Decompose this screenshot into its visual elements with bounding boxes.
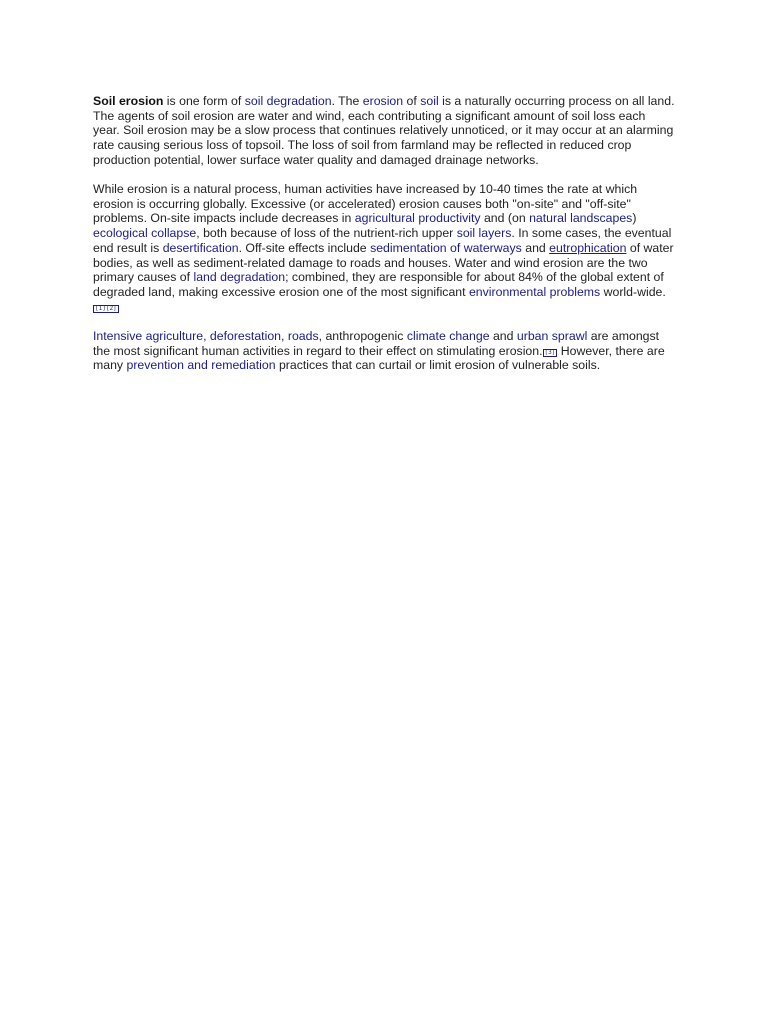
text-run: , anthropogenic — [318, 328, 407, 343]
text-run: is one form of — [163, 94, 245, 108]
link-intensive-agriculture[interactable]: Intensive agriculture — [93, 328, 204, 343]
link-climate-change[interactable]: climate change — [406, 328, 490, 343]
link-soil-degradation[interactable]: soil degradation — [244, 94, 332, 108]
link-urban-sprawl[interactable]: urban sprawl — [516, 328, 588, 343]
text-run: world-wide. — [600, 284, 666, 299]
text-run: is a naturally occurring process on all land. The agents of soil erosion are water and wind, each contributing a significant amount of soil loss each year. Soil erosion may be a slow process that continues relatively unnoticed, or it may occur at an alarming rate causing serious loss of topsoil. The loss of soil from farmland may be reflected in reduced crop production potential, lower surface water quality and damaged drainage networks. — [93, 94, 675, 167]
text-run: ; combined, they are responsible for about 84% of the global extent of degraded land, making excessive erosion one of the most significant — [93, 270, 664, 299]
citation-ref[interactable]: [1][2] — [95, 304, 117, 312]
text-run: and — [521, 240, 550, 255]
link-agricultural-productivity[interactable]: agricultural productivity — [354, 211, 481, 226]
text-run: and (on — [480, 211, 530, 226]
text-run: , both because of loss of the nutrient-rich upper — [196, 226, 457, 241]
paragraph-causes — [93, 329, 675, 373]
text-run: , — [281, 328, 288, 343]
link-desertification[interactable]: desertification — [162, 240, 239, 255]
text-run: . In some cases, the eventual end result is — [93, 226, 672, 255]
text-run: ) — [632, 211, 637, 226]
link-soil-layers[interactable]: soil layers — [456, 226, 512, 241]
link-soil[interactable]: soil — [420, 94, 439, 108]
citation-ref[interactable]: [3] — [544, 348, 556, 356]
link-erosion[interactable]: erosion — [362, 94, 404, 108]
link-sedimentation-of-waterways[interactable]: sedimentation of waterways — [370, 240, 522, 255]
text-run: of water bodies, as well as sediment-related damage to roads and houses. Water and wind erosion are the two primary causes of — [93, 240, 674, 285]
link-prevention-and-remediation[interactable]: prevention and remediation — [126, 358, 276, 373]
text-run: and — [489, 328, 517, 343]
text-run: are amongst the most significant human activities in regard to their effect on stimulating erosion. — [93, 328, 660, 358]
link-environmental-problems[interactable]: environmental problems — [468, 284, 601, 299]
article-body — [93, 94, 675, 387]
link-ecological-collapse[interactable]: ecological collapse — [93, 226, 197, 241]
text-run: , — [203, 328, 210, 343]
paragraph-intro — [93, 94, 675, 168]
text-run: of — [403, 94, 421, 108]
text-run: . The — [331, 94, 363, 108]
text-run: practices that can curtail or limit erosion of vulnerable soils. — [275, 358, 601, 373]
link-roads[interactable]: roads — [287, 328, 319, 343]
paragraph-impacts — [93, 182, 675, 314]
text-run: However, there are many — [93, 343, 665, 373]
link-deforestation[interactable]: deforestation — [209, 328, 282, 343]
text-run: . Off-site effects include — [238, 240, 371, 255]
lead-term: Soil erosion — [93, 94, 164, 108]
text-run: While erosion is a natural process, human activities have increased by 10-40 times the rate at which erosion is occurring globally. Excessive (or accelerated) erosion causes both "on-site" and "off-site" problems. On-site impacts include decreases in — [93, 182, 638, 226]
link-eutrophication[interactable]: eutrophication — [549, 240, 627, 255]
link-land-degradation[interactable]: land degradation — [193, 270, 286, 285]
link-natural-landscapes[interactable]: natural landscapes — [529, 211, 633, 226]
